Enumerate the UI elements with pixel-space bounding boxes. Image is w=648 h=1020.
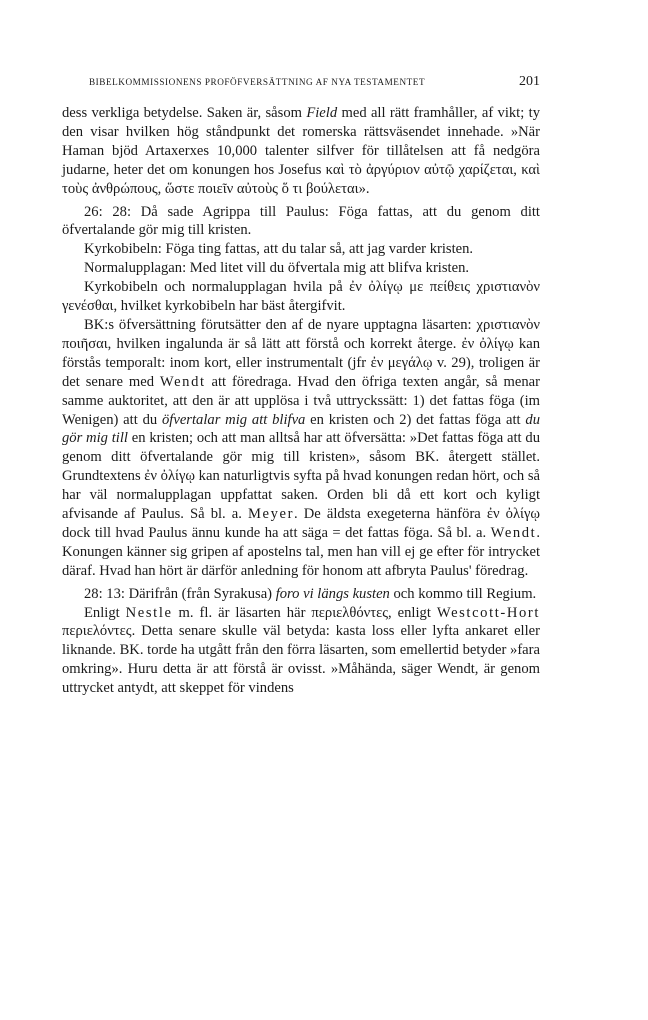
spaced-name: Meyer <box>247 506 295 523</box>
text-run: BK:s öfversättning förutsätter den af de nyare upptagna läsarten: χριστιανὸν ποιῆσαι, hvilken ingalunda är så lätt att förstå och korrekt återge. ἐν ὀλίγῳ kan förstås temporalt: inom kort, eller instrumentalt (jfr ἐν μεγάλῳ v. 29), troligen är det senare med <box>62 316 540 390</box>
text-run: med all rätt framhåller, af vikt; ty den visar hvilken hög ståndpunkt det romerska rättsväsendet innehade. »När Haman bjöd Artaxerxes 10,000 talenter silfver för tillåtelsen att få nedgöra judarne, heter det om konungen hos Josefus καὶ τὸ ἀργύριον αὐτῷ χαρίζεται, καὶ τοὺς ἀνθρώπους, ὥστε ποιεῖν αὐτοὺς ὅ τι βούλεται». <box>62 105 540 197</box>
text-run: 28: 13: Därifrån (från Syrakusa) <box>84 585 276 602</box>
text-run: dess verkliga betydelse. Saken är, såsom <box>62 105 307 121</box>
paragraph-3: Kyrkobibeln: Föga ting fattas, att du talar så, att jag varder kristen. <box>84 241 474 258</box>
text-run: en kristen och 2) det fattas föga att <box>305 411 526 428</box>
spaced-name: Wendt <box>490 524 537 541</box>
body-text <box>62 104 540 698</box>
italic-phrase: öfvertalar mig att blifva <box>162 411 306 428</box>
text-run: en kristen; och att man alltså har att öfversätta: »Det fattas föga att du genom ditt öfvertalande gör mig till kristen», såsom BK. återgett stället. Grundtextens ἐν ὀλίγῳ kan naturligtvis syfta på hvad konungen redan hört, och så har väl normalupplagan uppfattat saken. Orden bli då ett kort och kyligt afvisande af Paulus. Så bl. a. <box>62 430 540 523</box>
text-run: m. fl. är läsarten här περιελθόντες, enligt <box>172 604 437 621</box>
text-run: . Konungen känner sig gripen af apostelns tal, men han vill ej ge efter för intrycket däraf. Hvad han hört är därför anledning för honom att afbryta Paulus' föredrag. <box>62 524 540 579</box>
paragraph-6 <box>62 316 540 581</box>
book-page <box>62 74 540 698</box>
text-run: att föredraga. Hvad den öfriga texten angår, så menar samme auktoritet, att den är att upplösa i två uttryckssätt: 1) det fattas föga (im Wenigen) att du <box>62 373 541 428</box>
paragraph-5: Kyrkobibeln och normalupplagan hvila på ἐν ὀλίγῳ με πείθεις χριστιανὸν γενέσθαι, hvilket kyrkobibeln har bäst återgifvit. <box>62 279 540 315</box>
paragraph-4: Normalupplagan: Med litet vill du öfvertala mig att blifva kristen. <box>84 260 470 277</box>
page-number: 201 <box>519 74 540 89</box>
italic-name: Field <box>306 105 338 121</box>
paragraph-8 <box>62 604 540 699</box>
running-title: BIBELKOMMISSIONENS PROFÖFVERSÄTTNING AF NYA TESTAMENTET <box>89 77 426 87</box>
paragraph-2: 26: 28: Då sade Agrippa till Paulus: Föga fattas, att du genom ditt öfvertalande gör mig till kristen. <box>62 203 540 239</box>
italic-phrase: du gör mig till <box>62 411 540 447</box>
spaced-name: Westcott-Hort <box>436 604 540 621</box>
paragraph-1 <box>62 104 540 199</box>
spaced-name: Wendt <box>159 373 206 390</box>
running-head <box>62 74 540 90</box>
paragraph-7 <box>62 585 540 604</box>
spaced-name: Nestle <box>125 604 173 621</box>
text-run: . De äldsta exegeterna hänföra ἐν ὀλίγῳ dock till hvad Paulus ännu kunde ha att säga = det fattas föga. Så bl. a. <box>62 506 540 541</box>
italic-phrase: foro vi längs kusten <box>275 585 390 602</box>
text-run: περιελόντες. Detta senare skulle väl betyda: kasta loss eller lyfta ankaret eller liknande. BK. torde ha utgått från den förra läsarten, som emellertid betyder »fara omkring». Huru detta är att förstå är ovisst. »Måhända, säger Wendt, är genom uttrycket antydt, att skeppet för vindens <box>62 623 540 697</box>
text-run: och kommo till Regium. <box>389 585 537 602</box>
text-run: Enligt <box>84 604 126 621</box>
